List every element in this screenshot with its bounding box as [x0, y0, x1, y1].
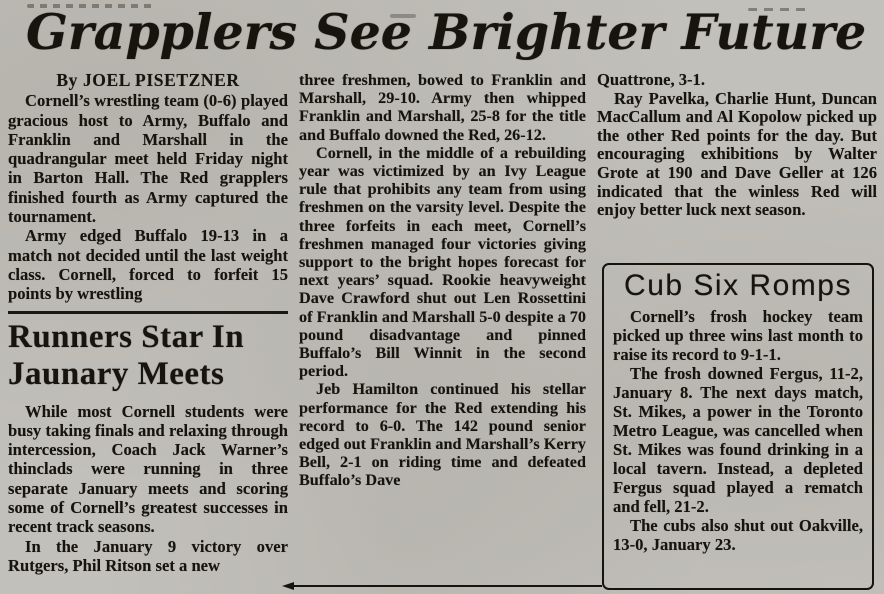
article-paragraph: In the January 9 victory over Rutgers, Phil Ritson set a new [8, 536, 288, 575]
article-paragraph: Jeb Hamilton continued his stellar performance for the Red extending his record to 6-0. The 142 pound senior edged out Franklin and Marshall’s Kerry Bell, 2-1 on riding time and defeated Buffalo’s Dave [299, 380, 586, 490]
article-paragraph: Ray Pavelka, Charlie Hunt, Duncan MacCallum and Al Kopolow picked up the other Red points for the day. But encouraging exhibitions by Walter Grote at 190 and Dave Geller at 126 indicated that the winless Red will enjoy better luck next season. [597, 88, 877, 220]
article-paragraph: Army edged Buffalo 19-13 in a match not decided until the last weight class. Cornell, forced to forfeit 15 points by wrestling [8, 226, 288, 304]
left-column [8, 71, 288, 575]
sub-headline: Runners Star In Jaunary Meets [8, 318, 245, 392]
article-paragraph: Cornell’s frosh hockey team picked up three wins last month to raise its record to 9-1-1. [613, 307, 863, 364]
article-paragraph: Cornell’s wrestling team (0-6) played gracious host to Army, Buffalo and Franklin and Marshall in the quadrangular meet held Friday night in Barton Hall. The Red grapplers finished fourth as Army captured the tournament. [8, 91, 288, 227]
boxed-article-headline: Cub Six Romps [624, 269, 852, 302]
article-paragraph: While most Cornell students were busy taking finals and relaxing through intercession, Coach Jack Warner’s thinclads were running in three separate January meets and scoring some of Cornell’s greatest successes in recent track seasons. [8, 401, 288, 537]
middle-column [299, 71, 586, 490]
article-paragraph: The frosh downed Fergus, 11-2, January 8. The next days match, St. Mikes, a power in the Toronto Metro League, was cancelled when St. Mikes was found drinking in a local tavern. Instead, a depleted Fergus squad played a rematch and fell, 21-2. [613, 364, 863, 516]
article-paragraph: three freshmen, bowed to Franklin and Marshall, 29-10. Army then whipped Franklin and Marshall, 25-8 for the title and Buffalo downed the Red, 26-12. [299, 71, 586, 144]
byline: By JOEL PISETZNER [56, 70, 240, 90]
column-divider-rule [8, 311, 288, 314]
boxed-article [602, 263, 874, 590]
arrow-divider-rule [282, 581, 602, 591]
article-paragraph: Quattrone, 3-1. [597, 70, 706, 89]
article-paragraph: Cornell, in the middle of a rebuilding year was victimized by an Ivy League rule that prohibits any team from using freshmen on the varsity level. Despite the three forfeits in each meet, Cornell’s freshmen managed four victories giving support to the bright hopes forecast for next years’ squad. Rookie heavyweight Dave Crawford shut out Len Rossettini of Franklin and Marshall 5-0 despite a 70 pound disadvantage and pinned Buffalo’s Bill Winnit in the second period. [299, 143, 586, 381]
main-headline: Grapplers See Brighter Future [26, 3, 867, 61]
article-paragraph: The cubs also shut out Oakville, 13-0, January 23. [613, 516, 863, 554]
right-column [597, 71, 877, 220]
